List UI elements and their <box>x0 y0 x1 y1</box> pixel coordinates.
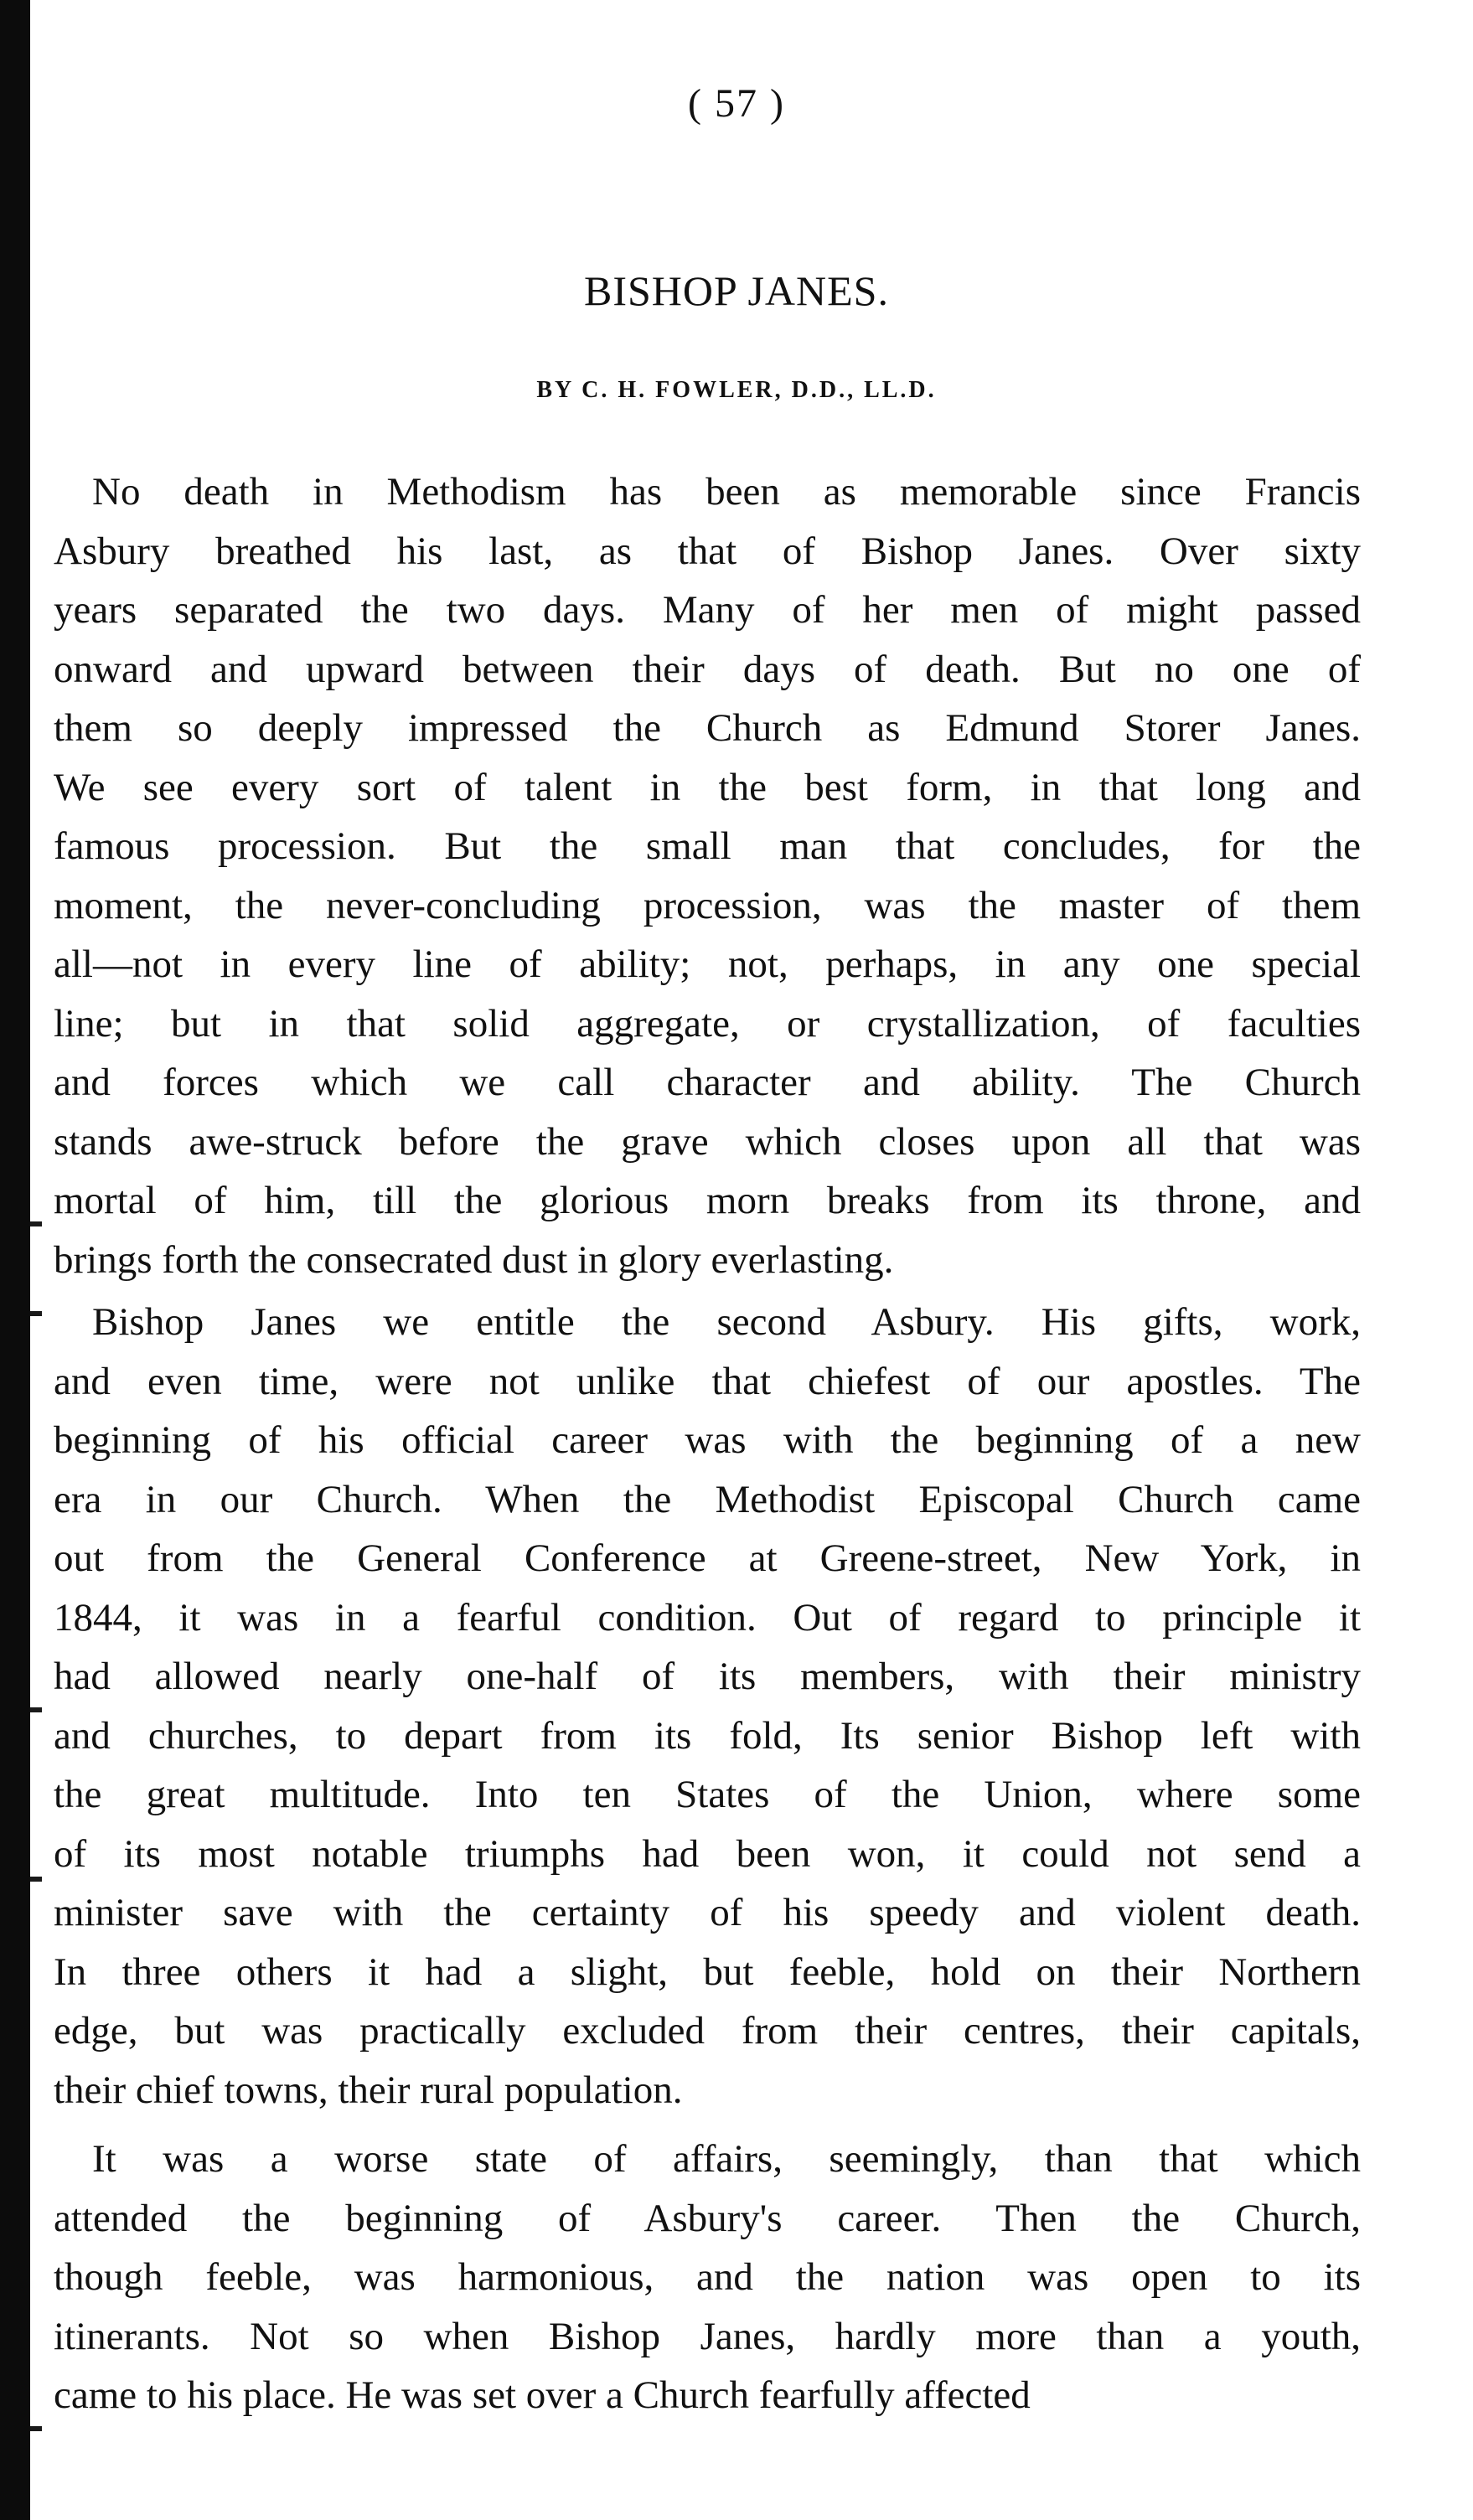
text-line: years separated the two days. Many of her men of might passed <box>54 588 1361 632</box>
text-line: era in our Church. When the Methodist Episcopal Church came <box>54 1477 1361 1521</box>
text-line: beginning of his official career was with the beginning of a new <box>54 1418 1361 1462</box>
text-line: mortal of him, till the glorious morn breaks from its throne, and <box>54 1179 1361 1222</box>
text-line: In three others it had a slight, but feeble, hold on their Northern <box>54 1949 1361 1994</box>
scan-speck <box>30 1877 42 1882</box>
text-line: itinerants. Not so when Bishop Janes, hardly more than a youth, <box>54 2314 1361 2358</box>
text-line: though feeble, was harmonious, and the nation was open to its <box>54 2255 1361 2299</box>
byline: BY C. H. FOWLER, D.D., LL.D. <box>536 377 937 403</box>
paragraph-2 <box>54 1293 1361 2120</box>
text-line: minister save with the certainty of his speedy and violent death. <box>54 1891 1361 1934</box>
text-line: them so deeply impressed the Church as Edmund Storer Janes. <box>54 706 1361 750</box>
text-line: Asbury breathed his last, as that of Bishop Janes. Over sixty <box>54 529 1361 573</box>
paragraph-3 <box>54 2130 1361 2425</box>
text-line: all—not in every line of ability; not, perhaps, in any one special <box>54 942 1361 986</box>
text-line: We see every sort of talent in the best form, in that long and <box>54 765 1361 809</box>
text-line: famous procession. But the small man that concludes, for the <box>54 824 1361 868</box>
text-line: attended the beginning of Asbury's career. Then the Church, <box>54 2196 1361 2240</box>
text-line: It was a worse state of affairs, seemingly, than that which <box>92 2137 1361 2181</box>
text-line: the great multitude. Into ten States of the Union, where some <box>54 1773 1361 1816</box>
text-line: 1844, it was in a fearful condition. Out of regard to principle it <box>54 1595 1361 1640</box>
text-line: out from the General Conference at Greene-street, New York, in <box>54 1536 1361 1580</box>
text-line: came to his place. He was set over a Church fearfully affected <box>54 2373 1031 2417</box>
scan-speck <box>30 1311 42 1316</box>
text-line: Bishop Janes we entitle the second Asbury. His gifts, work, <box>92 1300 1361 1344</box>
text-line: line; but in that solid aggregate, or crystallization, of faculties <box>54 1001 1361 1046</box>
paragraph-1 <box>54 462 1361 1289</box>
scan-speck <box>30 1707 42 1712</box>
text-line: onward and upward between their days of death. But no one of <box>54 647 1361 691</box>
scan-speck <box>30 2426 42 2431</box>
body-text <box>54 462 1361 2425</box>
text-line: stands awe-struck before the grave which closes upon all that was <box>54 1119 1361 1164</box>
text-line: their chief towns, their rural population. <box>54 2068 683 2112</box>
page-title: BISHOP JANES. <box>583 267 889 314</box>
text-line: brings forth the consecrated dust in glory everlasting. <box>54 1237 894 1282</box>
text-line: No death in Methodism has been as memorable since Francis <box>92 470 1361 514</box>
text-line: of its most notable triumphs had been won, it could not send a <box>54 1831 1361 1876</box>
page-number: ( 57 ) <box>688 81 785 126</box>
text-line: and forces which we call character and ability. The Church <box>54 1061 1361 1104</box>
text-line: and churches, to depart from its fold, Its senior Bishop left with <box>54 1713 1361 1758</box>
text-line: edge, but was practically excluded from their centres, their capitals, <box>54 2009 1361 2053</box>
text-line: had allowed nearly one-half of its members, with their ministry <box>54 1655 1361 1698</box>
text-line: and even time, were not unlike that chiefest of our apostles. The <box>54 1359 1361 1403</box>
scan-speck <box>30 1221 42 1226</box>
text-line: moment, the never-concluding procession, was the master of them <box>54 883 1361 927</box>
